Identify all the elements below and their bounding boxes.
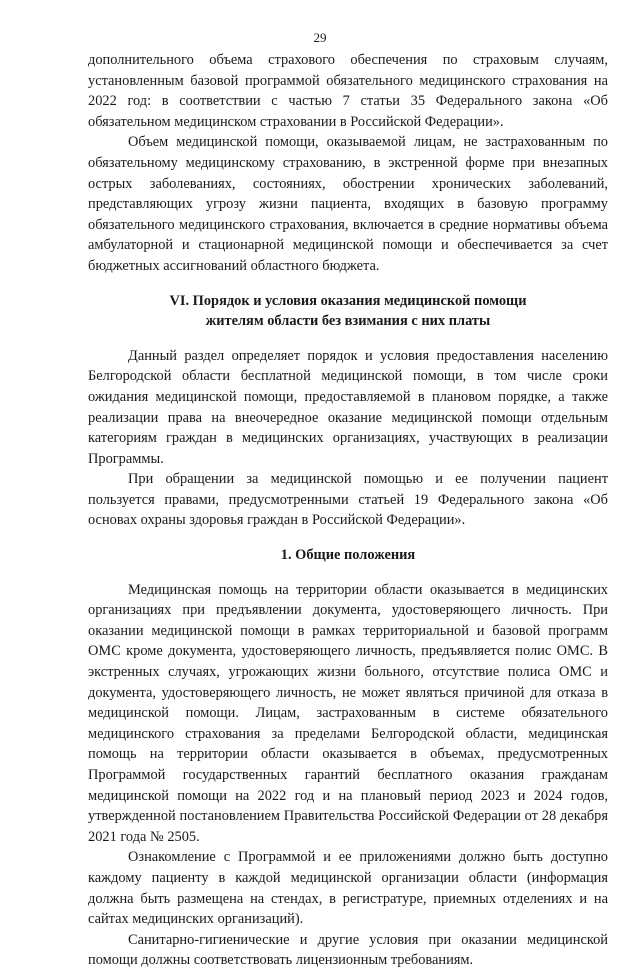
document-body [88,50,608,971]
paragraph-sanitary-conditions: Санитарно-гигиенические и другие условия при оказании медицинской помощи должны соответствовать лицензионным требованиям. [88,931,608,969]
section-heading-line1: VI. Порядок и условия оказания медицинской помощи [169,292,527,309]
paragraph-identity-document: Медицинская помощь на территории области оказывается в медицинских организациях при предъявлении документа, удостоверяющего личность. При оказании медицинской помощи в рамках территориальной и базовой программ ОМС кроме документа, удостоверяющего личность, предъявляется полис ОМС. В экстренных случаях, угрожающих жизни больного, отсутствие полиса ОМС и документа, удостоверяющего личность, не может являться причиной для отказа в медицинской помощи. Лицам, застрахованным в системе обязательного медицинского страхования за пределами Белгородской области, медицинская помощь на территории области оказывается в объемах, предусмотренных Программой государственных гарантий бесплатного оказания гражданам медицинской помощи на 2022 год и на плановый период 2023 и 2024 годов, утвержденной постановлением Правительства Российской Федерации от 28 декабря 2021 года № 2505. [88,581,608,845]
section-heading-line2: жителям области без взимания с них платы [205,313,491,330]
paragraph-program-availability: Ознакомление с Программой и ее приложениями должно быть доступно каждому пациенту в каждой медицинской организации области (информация должна быть размещена на стендах, в регистратуре, приемных отделениях и на сайтах медицинских организаций). [88,849,608,928]
paragraph-volume-uninsured: Объем медицинской помощи, оказываемой лицам, не застрахованным по обязательному медицинскому страхованию, в экстренной форме при внезапных острых заболеваниях, состояниях, обострении хронических заболеваний, представляющих угрозу жизни пациента, входящих в базовую программу обязательного медицинского страхования, включается в средние нормативы объема амбулаторной и стационарной медицинской помощи и обеспечивается за счет бюджетных ассигнований областного бюджета. [88,134,608,274]
page-number: 29 [313,30,327,45]
paragraph-patient-rights: При обращении за медицинской помощью и ее получении пациент пользуется правами, предусмотренными статьей 19 Федерального закона «Об основах охраны здоровья граждан в Российской Федерации». [88,471,608,529]
subsection-heading: 1. Общие положения [280,547,416,564]
paragraph-continuation: дополнительного объема страхового обеспечения по страховым случаям, установленным базовой программой обязательного медицинского страхования на 2022 год: в соответствии с частью 7 статьи 35 Федерального закона «Об обязательном медицинском страховании в Российской Федерации». [88,52,608,130]
paragraph-section-scope: Данный раздел определяет порядок и условия предоставления населению Белгородской области бесплатной медицинской помощи, в том числе сроки ожидания медицинской помощи, предоставляемой в плановом порядке, а также реализации права на внеочередное оказание медицинской помощи отдельным категориям граждан в медицинских организациях, участвующих в реализации Программы. [88,347,608,467]
